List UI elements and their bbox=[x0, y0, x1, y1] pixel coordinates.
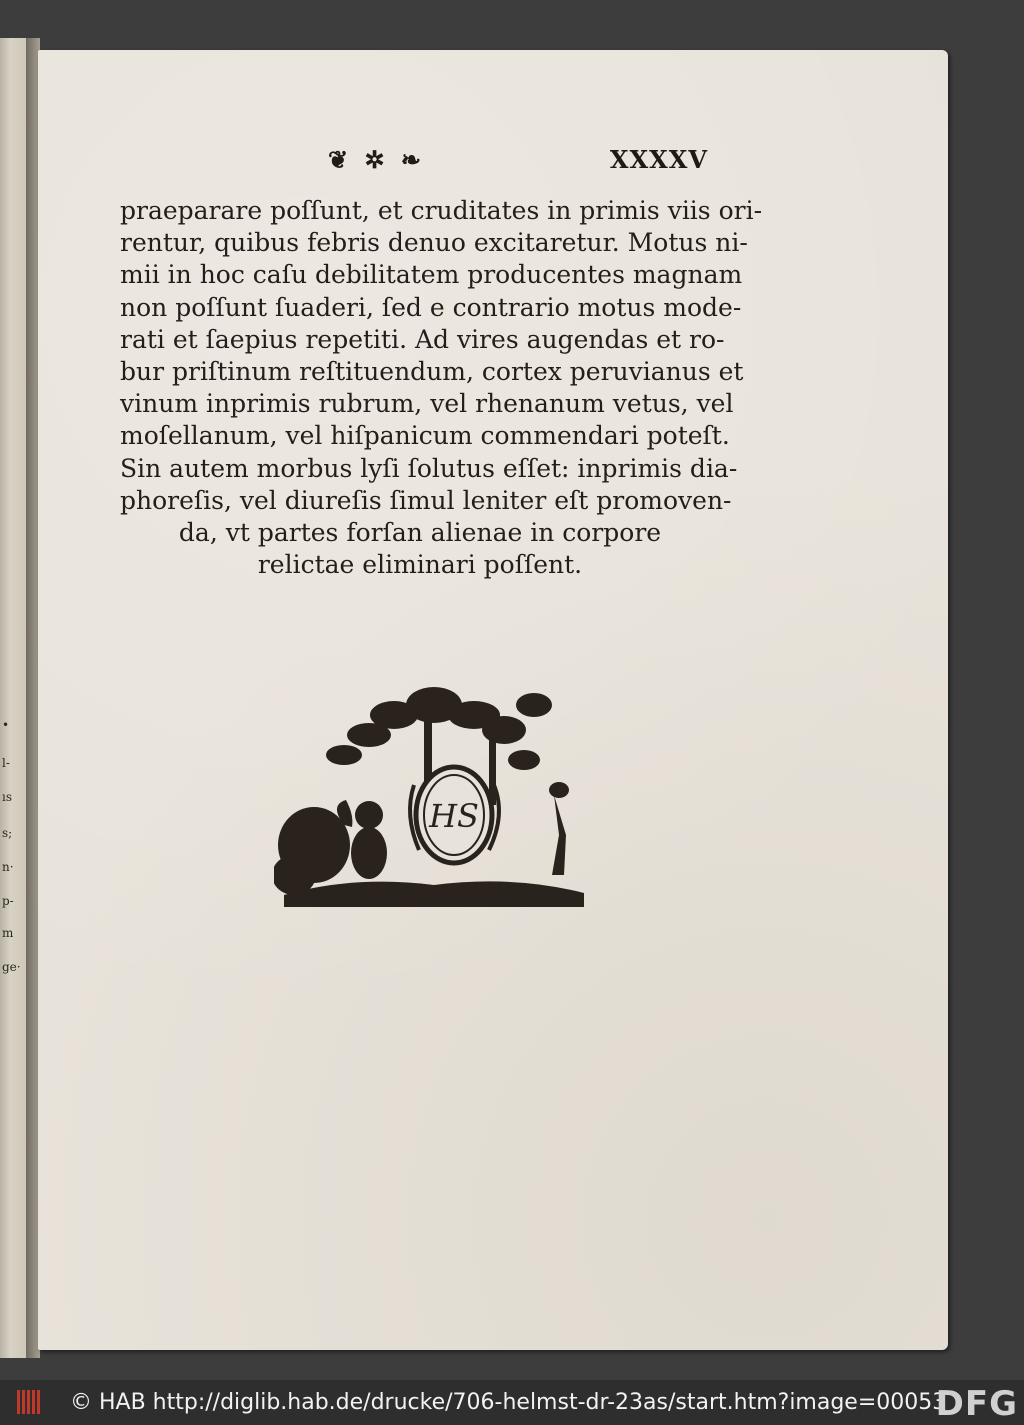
prev-leaf-fragment: n· bbox=[2, 860, 14, 874]
running-header bbox=[328, 145, 748, 185]
footer-credit-link[interactable]: © HAB http://diglib.hab.de/drucke/706-helmst-dr-23as/start.htm?image=00053 bbox=[70, 1390, 947, 1415]
prev-leaf-fragment: ıs bbox=[2, 790, 12, 804]
page-number: XXXXV bbox=[609, 145, 708, 174]
text-line: praeparare poſſunt, et cruditates in primis viis ori- bbox=[120, 196, 763, 225]
text-line: bur priſtinum reſtituendum, cortex peruvianus et bbox=[120, 357, 744, 387]
prev-leaf-fragment: • bbox=[2, 718, 10, 732]
previous-page-edge bbox=[0, 38, 27, 1358]
vignette-monogram: HS bbox=[429, 797, 479, 835]
prev-leaf-fragment: ge· bbox=[2, 960, 21, 974]
dfg-logo: DFG bbox=[935, 1384, 1018, 1424]
prev-leaf-fragment: s; bbox=[2, 826, 13, 840]
text-line: rentur, quibus febris denuo excitaretur. Motus ni- bbox=[120, 228, 748, 258]
text-line: rati et ſaepius repetiti. Ad vires augendas et ro- bbox=[120, 324, 725, 354]
prev-leaf-fragment: p- bbox=[2, 894, 14, 908]
text-line: vinum inprimis rubrum, vel rhenanum vetus, vel bbox=[120, 389, 734, 419]
book-page bbox=[38, 50, 948, 1350]
prev-leaf-fragment: l- bbox=[2, 756, 10, 770]
text-line: mii in hoc caſu debilitatem producentes magnam bbox=[120, 260, 743, 290]
prev-leaf-fragment: m bbox=[2, 926, 14, 940]
text-line: Sin autem morbus lyſi ſolutus eſſet: inprimis dia- bbox=[120, 453, 738, 483]
text-line: moſellanum, vel hiſpanicum commendari poteſt. bbox=[120, 421, 730, 451]
text-line: relictae eliminari poſſent. bbox=[257, 550, 583, 580]
footer-bar bbox=[0, 1380, 1024, 1425]
hab-logo-icon bbox=[16, 1388, 44, 1416]
woodcut-vignette bbox=[274, 675, 594, 915]
text-line: da, vt partes forſan alienae in corpore bbox=[178, 518, 662, 548]
text-line: phoreſis, vel diureſis ſimul leniter eſt promoven- bbox=[120, 485, 732, 515]
text-line: non poſſunt ſuaderi, ſed e contrario motus mode- bbox=[120, 292, 742, 322]
body-text bbox=[120, 195, 763, 581]
header-ornament: ❦ ✲ ❧ bbox=[328, 145, 426, 174]
